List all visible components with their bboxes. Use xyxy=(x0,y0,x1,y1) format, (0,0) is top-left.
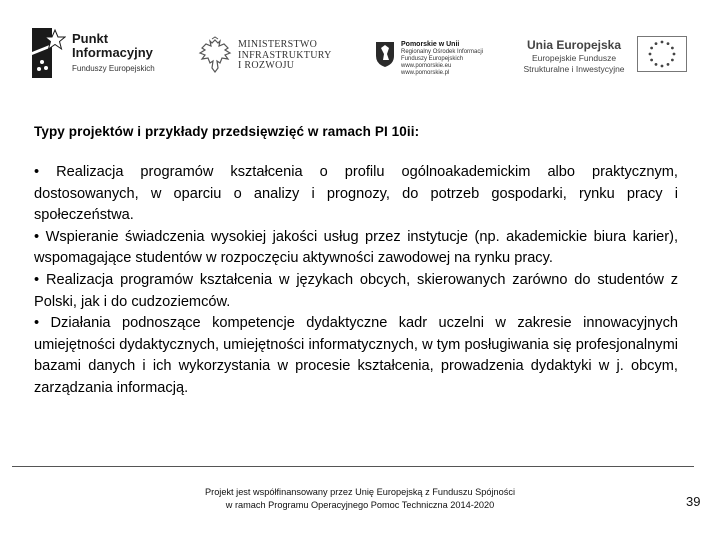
eu-star-icon xyxy=(667,42,670,45)
slide-body xyxy=(34,162,678,400)
ministry-logo xyxy=(198,36,338,76)
eu-star-icon xyxy=(650,47,653,50)
page-number: 39 xyxy=(686,494,701,509)
griffin-crest-icon xyxy=(374,40,396,68)
logo-strip xyxy=(0,0,720,100)
punkt-line3: Funduszy Europejskich xyxy=(72,64,155,73)
pomorskie-logo xyxy=(374,38,484,76)
eu-star-icon xyxy=(655,63,658,66)
footer-note xyxy=(160,486,560,512)
eagle-emblem-icon xyxy=(198,36,232,74)
eu-flag-icon xyxy=(637,36,687,72)
bullet-1: • Realizacja programów kształcenia o profilu ogólnoakademickim albo praktycznym, dostosowanych, w oparciu o analizy i prognozy, do potrzeb gospodarki, rynku pracy i społeczeństwa. xyxy=(34,164,678,224)
eu-sub2: Strukturalne i Inwestycyjne xyxy=(523,64,625,74)
punkt-line2: Informacyjny xyxy=(72,45,153,60)
bullet-4: • Działania podnoszące kompetencje dydaktyczne kadr uczelni w zakresie innowacyjnych umiejętności dydaktycznych, umiejętności informatycznych, w tym posługiwania się profesjonalnymi bazami danych i ich wykorzystania w procesie kształcenia, prowadzenia dydaktyki w j. obcym, zarządzania informacją. xyxy=(34,315,678,396)
eu-star-icon xyxy=(673,53,676,56)
ministry-line1: MINISTERSTWO xyxy=(238,39,318,50)
funds-star-icon xyxy=(32,28,66,78)
eu-star-icon xyxy=(671,47,674,50)
pomorskie-line4: www.pomorskie.eu xyxy=(401,63,452,69)
eu-star-icon xyxy=(650,59,653,62)
slide-title: Typy projektów i przykłady przedsięwzięć w ramach PI 10ii: xyxy=(34,124,420,139)
eu-sub1: Europejskie Fundusze xyxy=(531,53,617,63)
footer-line1: Projekt jest współfinansowany przez Unię Europejską z Funduszu Spójności xyxy=(205,487,515,497)
footer-line2: w ramach Programu Operacyjnego Pomoc Techniczna 2014-2020 xyxy=(225,500,495,510)
bullet-2: • Wspieranie świadczenia wysokiej jakości usług przez instytucje (np. akademickie biura karier), wspomagające studentów w rozpoczęciu aktywności zawodowej na rynku pracy. xyxy=(34,228,678,267)
footer-divider xyxy=(12,466,694,467)
eu-star-icon xyxy=(655,42,658,45)
pomorskie-text xyxy=(401,41,483,77)
eu-funds-text xyxy=(520,38,628,74)
eu-star-icon xyxy=(671,59,674,62)
eu-star-icon xyxy=(661,41,664,44)
punkt-line1: Punkt xyxy=(72,31,109,46)
ministry-line2: INFRASTRUKTURY xyxy=(238,49,332,61)
pomorskie-line5: www.pomorskie.pl xyxy=(401,70,450,76)
eu-star-icon xyxy=(667,63,670,66)
ministry-line3: I ROZWOJU xyxy=(238,60,295,71)
pomorskie-line2: Regionalny Ośrodek Informacji xyxy=(401,49,484,55)
eu-heading: Unia Europejska xyxy=(526,38,622,52)
ministry-text xyxy=(238,40,332,72)
eu-star-icon xyxy=(661,65,664,68)
eu-star-icon xyxy=(649,53,652,56)
punkt-informacyjny-logo xyxy=(32,28,157,80)
pomorskie-line1: Pomorskie w Unii xyxy=(401,41,460,48)
bullet-3: • Realizacja programów kształcenia w językach obcych, skierowanych zarówno do studentów z Polski, jak i do cudzoziemców. xyxy=(34,271,678,310)
pomorskie-line3: Funduszy Europejskich xyxy=(401,56,464,62)
